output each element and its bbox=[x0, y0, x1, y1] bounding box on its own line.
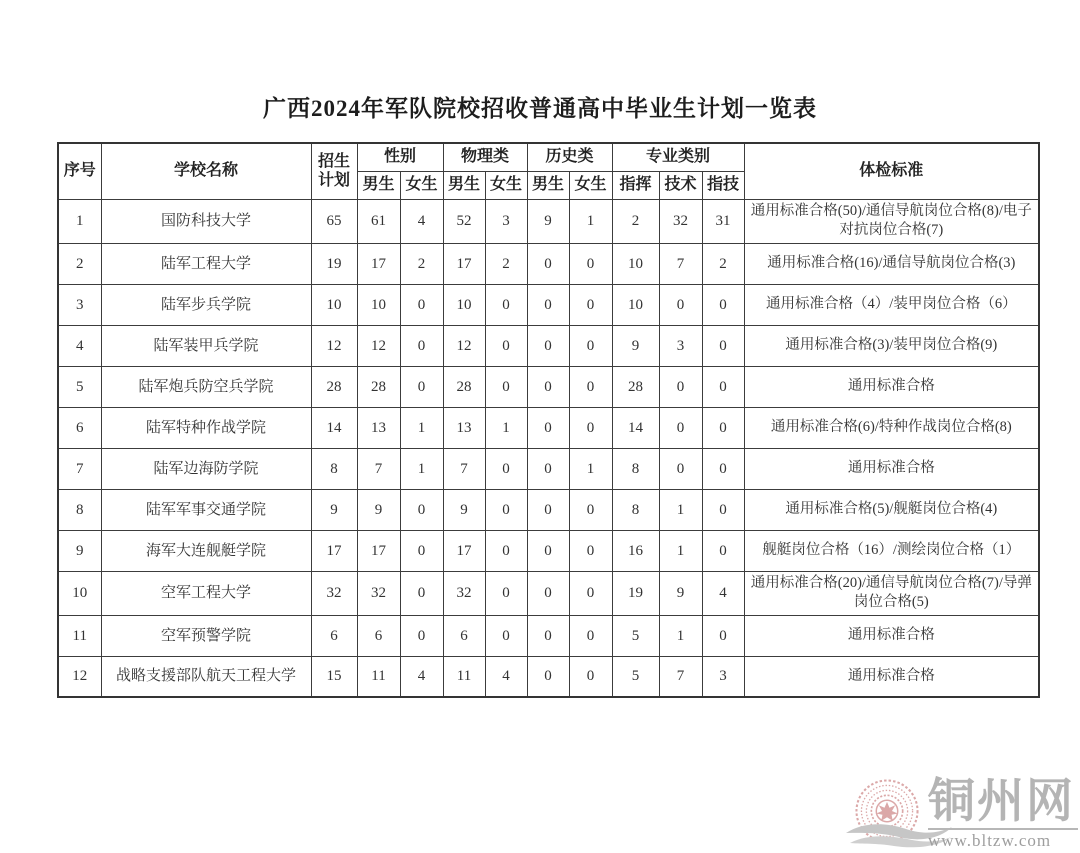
cell-exam-standard: 通用标准合格(16)/通信导航岗位合格(3) bbox=[744, 243, 1039, 284]
cell-major-command: 5 bbox=[612, 615, 659, 656]
cell-gender-male: 61 bbox=[357, 199, 400, 243]
cell-school-name: 陆军特种作战学院 bbox=[101, 407, 311, 448]
cell-major-command: 8 bbox=[612, 489, 659, 530]
cell-major-technical: 0 bbox=[659, 284, 702, 325]
cell-major-command: 14 bbox=[612, 407, 659, 448]
cell-history-male: 0 bbox=[527, 615, 569, 656]
cell-gender-female: 4 bbox=[400, 656, 443, 697]
cell-index: 1 bbox=[58, 199, 101, 243]
cell-index: 4 bbox=[58, 325, 101, 366]
cell-physics-female: 3 bbox=[485, 199, 527, 243]
table-row bbox=[58, 284, 1039, 325]
header-school-name: 学校名称 bbox=[101, 143, 311, 199]
cell-physics-male: 52 bbox=[443, 199, 485, 243]
cell-gender-male: 9 bbox=[357, 489, 400, 530]
cell-index: 5 bbox=[58, 366, 101, 407]
cell-major-technical: 1 bbox=[659, 615, 702, 656]
cell-physics-male: 9 bbox=[443, 489, 485, 530]
cell-index: 9 bbox=[58, 530, 101, 571]
cell-major-cmd-tech: 0 bbox=[702, 284, 744, 325]
header-gender-male: 男生 bbox=[357, 171, 400, 199]
cell-major-command: 28 bbox=[612, 366, 659, 407]
cell-history-female: 0 bbox=[569, 366, 612, 407]
cell-major-cmd-tech: 0 bbox=[702, 325, 744, 366]
header-gender-female: 女生 bbox=[400, 171, 443, 199]
header-group-history: 历史类 bbox=[527, 143, 612, 171]
cell-major-technical: 1 bbox=[659, 489, 702, 530]
cell-history-male: 0 bbox=[527, 243, 569, 284]
table-row bbox=[58, 199, 1039, 243]
cell-major-technical: 7 bbox=[659, 656, 702, 697]
cell-exam-standard: 通用标准合格(20)/通信导航岗位合格(7)/导弹岗位合格(5) bbox=[744, 571, 1039, 615]
cell-major-command: 9 bbox=[612, 325, 659, 366]
cell-gender-male: 10 bbox=[357, 284, 400, 325]
cell-school-name: 陆军军事交通学院 bbox=[101, 489, 311, 530]
cell-major-technical: 32 bbox=[659, 199, 702, 243]
watermark-site-url: www.bltzw.com bbox=[928, 828, 1078, 851]
watermark bbox=[850, 776, 1078, 851]
cell-enrollment-plan: 28 bbox=[311, 366, 357, 407]
header-enrollment-plan: 招生计划 bbox=[311, 143, 357, 199]
cell-exam-standard: 舰艇岗位合格（16）/测绘岗位合格（1） bbox=[744, 530, 1039, 571]
table-row bbox=[58, 571, 1039, 615]
cell-major-command: 10 bbox=[612, 243, 659, 284]
cell-major-technical: 1 bbox=[659, 530, 702, 571]
table-row bbox=[58, 366, 1039, 407]
header-exam-standard: 体检标准 bbox=[744, 143, 1039, 199]
cell-gender-female: 0 bbox=[400, 530, 443, 571]
cell-index: 3 bbox=[58, 284, 101, 325]
cell-school-name: 陆军炮兵防空兵学院 bbox=[101, 366, 311, 407]
cell-enrollment-plan: 9 bbox=[311, 489, 357, 530]
cell-enrollment-plan: 32 bbox=[311, 571, 357, 615]
cell-major-cmd-tech: 0 bbox=[702, 489, 744, 530]
table-header bbox=[58, 143, 1039, 199]
cell-gender-female: 1 bbox=[400, 407, 443, 448]
cell-physics-female: 0 bbox=[485, 448, 527, 489]
header-physics-male: 男生 bbox=[443, 171, 485, 199]
cell-exam-standard: 通用标准合格(5)/舰艇岗位合格(4) bbox=[744, 489, 1039, 530]
cell-physics-female: 0 bbox=[485, 530, 527, 571]
cell-enrollment-plan: 12 bbox=[311, 325, 357, 366]
cell-history-female: 0 bbox=[569, 489, 612, 530]
cell-major-command: 16 bbox=[612, 530, 659, 571]
cell-major-technical: 0 bbox=[659, 366, 702, 407]
cell-physics-male: 12 bbox=[443, 325, 485, 366]
cell-history-female: 1 bbox=[569, 448, 612, 489]
cell-index: 6 bbox=[58, 407, 101, 448]
cell-gender-female: 0 bbox=[400, 615, 443, 656]
table-row bbox=[58, 656, 1039, 697]
watermark-text bbox=[928, 776, 1078, 851]
table-row bbox=[58, 243, 1039, 284]
cell-physics-male: 6 bbox=[443, 615, 485, 656]
table-row bbox=[58, 448, 1039, 489]
table-row bbox=[58, 407, 1039, 448]
cell-major-cmd-tech: 0 bbox=[702, 366, 744, 407]
table-body bbox=[58, 199, 1039, 697]
table-row bbox=[58, 489, 1039, 530]
cell-physics-female: 0 bbox=[485, 366, 527, 407]
cell-gender-male: 17 bbox=[357, 530, 400, 571]
header-major-cmd-tech: 指技 bbox=[702, 171, 744, 199]
cell-history-male: 0 bbox=[527, 284, 569, 325]
table-row bbox=[58, 530, 1039, 571]
cell-history-male: 0 bbox=[527, 656, 569, 697]
cell-school-name: 海军大连舰艇学院 bbox=[101, 530, 311, 571]
cell-major-command: 8 bbox=[612, 448, 659, 489]
cell-school-name: 战略支援部队航天工程大学 bbox=[101, 656, 311, 697]
cell-physics-female: 0 bbox=[485, 325, 527, 366]
cell-major-cmd-tech: 31 bbox=[702, 199, 744, 243]
cell-gender-female: 0 bbox=[400, 366, 443, 407]
cell-enrollment-plan: 10 bbox=[311, 284, 357, 325]
cell-history-female: 0 bbox=[569, 325, 612, 366]
cell-school-name: 陆军步兵学院 bbox=[101, 284, 311, 325]
cell-history-male: 0 bbox=[527, 489, 569, 530]
cell-major-cmd-tech: 0 bbox=[702, 615, 744, 656]
cell-gender-male: 11 bbox=[357, 656, 400, 697]
cell-index: 11 bbox=[58, 615, 101, 656]
cell-index: 10 bbox=[58, 571, 101, 615]
cell-physics-female: 0 bbox=[485, 615, 527, 656]
cell-major-technical: 7 bbox=[659, 243, 702, 284]
cell-history-male: 0 bbox=[527, 325, 569, 366]
cell-history-female: 0 bbox=[569, 530, 612, 571]
cell-physics-male: 32 bbox=[443, 571, 485, 615]
cell-major-command: 10 bbox=[612, 284, 659, 325]
cell-history-female: 0 bbox=[569, 284, 612, 325]
cell-major-command: 2 bbox=[612, 199, 659, 243]
cell-physics-male: 10 bbox=[443, 284, 485, 325]
cell-major-command: 5 bbox=[612, 656, 659, 697]
cell-physics-female: 4 bbox=[485, 656, 527, 697]
cell-history-male: 0 bbox=[527, 448, 569, 489]
cell-history-male: 0 bbox=[527, 530, 569, 571]
header-history-female: 女生 bbox=[569, 171, 612, 199]
cell-school-name: 空军预警学院 bbox=[101, 615, 311, 656]
cell-school-name: 空军工程大学 bbox=[101, 571, 311, 615]
cell-physics-male: 28 bbox=[443, 366, 485, 407]
cell-school-name: 陆军工程大学 bbox=[101, 243, 311, 284]
cell-gender-male: 6 bbox=[357, 615, 400, 656]
cell-exam-standard: 通用标准合格 bbox=[744, 366, 1039, 407]
cell-physics-male: 11 bbox=[443, 656, 485, 697]
cell-gender-female: 0 bbox=[400, 284, 443, 325]
header-major-command: 指挥 bbox=[612, 171, 659, 199]
cell-index: 12 bbox=[58, 656, 101, 697]
cell-history-female: 0 bbox=[569, 615, 612, 656]
cell-gender-male: 7 bbox=[357, 448, 400, 489]
cell-major-cmd-tech: 4 bbox=[702, 571, 744, 615]
header-row-groups bbox=[58, 143, 1039, 171]
header-physics-female: 女生 bbox=[485, 171, 527, 199]
cell-index: 2 bbox=[58, 243, 101, 284]
cell-enrollment-plan: 17 bbox=[311, 530, 357, 571]
cell-major-technical: 3 bbox=[659, 325, 702, 366]
page-title: 广西2024年军队院校招收普通高中毕业生计划一览表 bbox=[263, 96, 817, 121]
cell-enrollment-plan: 15 bbox=[311, 656, 357, 697]
cell-gender-female: 0 bbox=[400, 489, 443, 530]
cell-major-cmd-tech: 2 bbox=[702, 243, 744, 284]
cell-history-female: 0 bbox=[569, 571, 612, 615]
cell-school-name: 陆军装甲兵学院 bbox=[101, 325, 311, 366]
cell-physics-female: 0 bbox=[485, 489, 527, 530]
cell-school-name: 国防科技大学 bbox=[101, 199, 311, 243]
cell-history-female: 0 bbox=[569, 656, 612, 697]
cell-gender-male: 13 bbox=[357, 407, 400, 448]
cell-physics-female: 1 bbox=[485, 407, 527, 448]
cell-enrollment-plan: 65 bbox=[311, 199, 357, 243]
cell-history-male: 9 bbox=[527, 199, 569, 243]
cell-history-male: 0 bbox=[527, 366, 569, 407]
cell-major-command: 19 bbox=[612, 571, 659, 615]
watermark-site-name: 铜州网 bbox=[928, 776, 1075, 828]
header-history-male: 男生 bbox=[527, 171, 569, 199]
cell-exam-standard: 通用标准合格(6)/特种作战岗位合格(8) bbox=[744, 407, 1039, 448]
cell-exam-standard: 通用标准合格 bbox=[744, 448, 1039, 489]
cell-enrollment-plan: 6 bbox=[311, 615, 357, 656]
cell-history-female: 1 bbox=[569, 199, 612, 243]
cell-physics-male: 17 bbox=[443, 243, 485, 284]
cell-major-technical: 0 bbox=[659, 407, 702, 448]
cell-physics-male: 7 bbox=[443, 448, 485, 489]
cell-gender-male: 32 bbox=[357, 571, 400, 615]
cell-enrollment-plan: 8 bbox=[311, 448, 357, 489]
cell-gender-female: 4 bbox=[400, 199, 443, 243]
cell-gender-male: 28 bbox=[357, 366, 400, 407]
header-index: 序号 bbox=[58, 143, 101, 199]
cell-index: 7 bbox=[58, 448, 101, 489]
cell-index: 8 bbox=[58, 489, 101, 530]
cell-gender-male: 12 bbox=[357, 325, 400, 366]
cell-gender-female: 0 bbox=[400, 325, 443, 366]
cell-major-technical: 9 bbox=[659, 571, 702, 615]
cell-gender-female: 0 bbox=[400, 571, 443, 615]
table-row bbox=[58, 615, 1039, 656]
cell-exam-standard: 通用标准合格(50)/通信导航岗位合格(8)/电子对抗岗位合格(7) bbox=[744, 199, 1039, 243]
cell-major-technical: 0 bbox=[659, 448, 702, 489]
recruitment-plan-table bbox=[57, 142, 1040, 698]
cell-enrollment-plan: 19 bbox=[311, 243, 357, 284]
cell-physics-female: 0 bbox=[485, 284, 527, 325]
cell-school-name: 陆军边海防学院 bbox=[101, 448, 311, 489]
cell-exam-standard: 通用标准合格 bbox=[744, 656, 1039, 697]
cell-gender-female: 1 bbox=[400, 448, 443, 489]
cell-physics-male: 17 bbox=[443, 530, 485, 571]
header-group-major: 专业类别 bbox=[612, 143, 744, 171]
table-row bbox=[58, 325, 1039, 366]
cell-gender-male: 17 bbox=[357, 243, 400, 284]
cell-major-cmd-tech: 0 bbox=[702, 530, 744, 571]
cell-history-female: 0 bbox=[569, 243, 612, 284]
cell-physics-male: 13 bbox=[443, 407, 485, 448]
header-group-gender: 性别 bbox=[357, 143, 443, 171]
cell-exam-standard: 通用标准合格（4）/装甲岗位合格（6） bbox=[744, 284, 1039, 325]
cell-major-cmd-tech: 0 bbox=[702, 407, 744, 448]
cell-history-male: 0 bbox=[527, 571, 569, 615]
header-major-technical: 技术 bbox=[659, 171, 702, 199]
cell-physics-female: 2 bbox=[485, 243, 527, 284]
cell-gender-female: 2 bbox=[400, 243, 443, 284]
cell-history-male: 0 bbox=[527, 407, 569, 448]
cell-major-cmd-tech: 0 bbox=[702, 448, 744, 489]
cell-major-cmd-tech: 3 bbox=[702, 656, 744, 697]
cell-history-female: 0 bbox=[569, 407, 612, 448]
cell-exam-standard: 通用标准合格 bbox=[744, 615, 1039, 656]
cell-physics-female: 0 bbox=[485, 571, 527, 615]
cell-exam-standard: 通用标准合格(3)/装甲岗位合格(9) bbox=[744, 325, 1039, 366]
cell-enrollment-plan: 14 bbox=[311, 407, 357, 448]
header-group-physics: 物理类 bbox=[443, 143, 527, 171]
